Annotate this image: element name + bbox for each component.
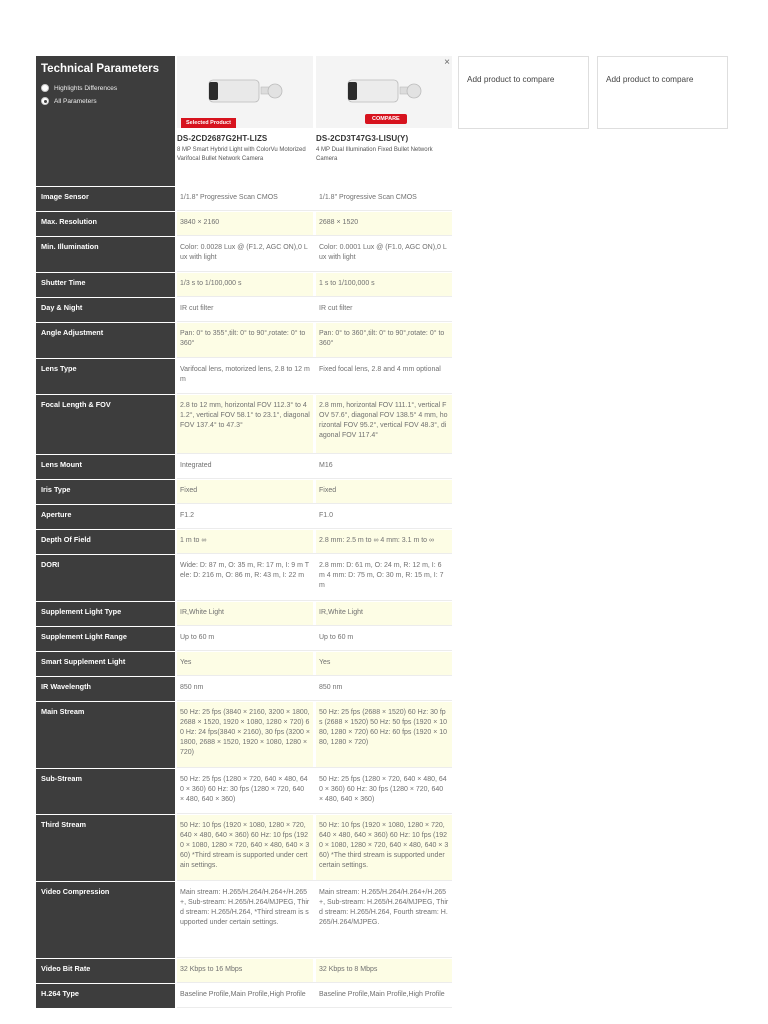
compare-header [36, 56, 732, 186]
spec-value-product-1: 50 Hz: 10 fps (1920 × 1080, 1280 × 720, 640 × 480, 640 × 360) 60 Hz: 10 fps (1920 × 1080, 1280 × 720, 640 × 480, 640 × 360) *Third stream is supported under certain settings. [177, 815, 313, 881]
spec-value-product-2: 50 Hz: 25 fps (2688 × 1520) 60 Hz: 30 fps (2688 × 1520) 50 Hz: 50 fps (1920 × 1080, 1280 × 720) 60 Hz: 60 fps (1920 × 1080, 1280 × 720) [316, 702, 452, 768]
spec-value-product-2: Fixed focal lens, 2.8 and 4 mm optional [316, 359, 452, 394]
spec-value-product-1: Integrated [177, 455, 313, 479]
compare-badge[interactable]: COMPARE [365, 114, 407, 124]
add-product-slot-2[interactable]: Add product to compare [597, 56, 728, 129]
spec-label: Iris Type [36, 480, 175, 504]
spec-value-product-1: 1/1.8" Progressive Scan CMOS [177, 187, 313, 211]
spec-label: Supplement Light Range [36, 627, 175, 651]
spec-row [36, 529, 732, 554]
spec-value-product-2: 2.8 mm, horizontal FOV 111.1°, vertical FOV 57.6°, diagonal FOV 138.5° 4 mm, horizontal FOV 95.2°, vertical FOV 48.3°, diagonal FOV 117.4° [316, 395, 452, 454]
spec-label: Max. Resolution [36, 212, 175, 236]
spec-value-product-1: IR,White Light [177, 602, 313, 626]
spec-value-product-2: IR cut filter [316, 298, 452, 322]
spec-value-product-2: Main stream: H.265/H.264/H.264+/H.265+, Sub-stream: H.265/H.264/MJPEG, Third stream: H.265/H.264, Fourth stream: H.265/H.264/MJPEG. [316, 882, 452, 958]
spec-value-product-1: Up to 60 m [177, 627, 313, 651]
product-image [177, 56, 313, 128]
spec-label: Video Bit Rate [36, 959, 175, 983]
spec-label: Image Sensor [36, 187, 175, 211]
spec-value-product-2: Baseline Profile,Main Profile,High Profile [316, 984, 452, 1008]
spec-row [36, 881, 732, 958]
spec-value-product-1: Pan: 0° to 355°,tilt: 0° to 90°,rotate: 0° to 360° [177, 323, 313, 358]
spec-value-product-1: 50 Hz: 25 fps (3840 × 2160, 3200 × 1800, 2688 × 1520, 1920 × 1080, 1280 × 720) 60 Hz: 24 fps(3840 × 2160), 30 fps (3200 × 1800, 2688 × 1520, 1920 × 1080, 1280 × 720) [177, 702, 313, 768]
spec-label: Supplement Light Type [36, 602, 175, 626]
product-model[interactable]: DS-2CD3T47G3-LISU(Y) [316, 134, 409, 143]
spec-value-product-1: Main stream: H.265/H.264/H.264+/H.265+, Sub-stream: H.265/H.264/MJPEG, Third stream: H.265/H.264, *Third stream is supported under certain settings. [177, 882, 313, 958]
product-name: 8 MP Smart Hybrid Light with ColorVu Motorized Varifocal Bullet Network Camera [177, 147, 306, 162]
spec-row [36, 676, 732, 701]
spec-value-product-1: Baseline Profile,Main Profile,High Profile [177, 984, 313, 1008]
spec-label: Lens Mount [36, 455, 175, 479]
bullet-camera-icon [207, 78, 283, 106]
product-model[interactable]: DS-2CD2687G2HT-LIZS [177, 134, 268, 143]
spec-value-product-2: 2.8 mm: D: 61 m, O: 24 m, R: 12 m, I: 6 m 4 mm: D: 75 m, O: 30 m, R: 15 m, I: 7 m [316, 555, 452, 601]
spec-label: Third Stream [36, 815, 175, 881]
spec-value-product-1: Wide: D: 87 m, O: 35 m, R: 17 m, I: 9 m Tele: D: 216 m, O: 86 m, R: 43 m, I: 22 m [177, 555, 313, 601]
spec-label: Smart Supplement Light [36, 652, 175, 676]
spec-label: Sub-Stream [36, 769, 175, 814]
product-card-2 [316, 56, 452, 186]
spec-label: H.264 Type [36, 984, 175, 1008]
spec-value-product-2: F1.0 [316, 505, 452, 529]
spec-label: Min. Illumination [36, 237, 175, 272]
spec-row [36, 236, 732, 272]
spec-row [36, 358, 732, 394]
spec-value-product-2: Pan: 0° to 360°,tilt: 0° to 90°,rotate: 0° to 360° [316, 323, 452, 358]
spec-value-product-1: 32 Kbps to 16 Mbps [177, 959, 313, 983]
spec-value-product-2: 50 Hz: 10 fps (1920 × 1080, 1280 × 720, 640 × 480, 640 × 360) 60 Hz: 10 fps (1920 × 1080, 1280 × 720, 640 × 480, 640 × 360) *The third stream is supported under certain settings. [316, 815, 452, 881]
option-all-parameters[interactable] [41, 97, 170, 105]
spec-value-product-1: 2.8 to 12 mm, horizontal FOV 112.3° to 41.2°, vertical FOV 58.1° to 23.1°, diagonal FOV 137.4° to 47.3° [177, 395, 313, 454]
spec-value-product-1: Yes [177, 652, 313, 676]
spec-label: Angle Adjustment [36, 323, 175, 358]
spec-value-product-1: 1 m to ∞ [177, 530, 313, 554]
spec-value-product-1: 50 Hz: 25 fps (1280 × 720, 640 × 480, 640 × 360) 60 Hz: 30 fps (1280 × 720, 640 × 480, 640 × 360) [177, 769, 313, 814]
spec-row [36, 479, 732, 504]
spec-value-product-2: 1/1.8" Progressive Scan CMOS [316, 187, 452, 211]
spec-row [36, 701, 732, 768]
spec-row [36, 983, 732, 1008]
radio-selected-icon[interactable] [41, 97, 49, 105]
spec-value-product-1: 850 nm [177, 677, 313, 701]
spec-value-product-2: Yes [316, 652, 452, 676]
spec-value-product-1: Color: 0.0028 Lux @ (F1.2, AGC ON),0 Lux with light [177, 237, 313, 272]
spec-label: Depth Of Field [36, 530, 175, 554]
spec-value-product-1: Fixed [177, 480, 313, 504]
option-highlights-differences[interactable] [41, 84, 170, 92]
spec-value-product-2: 2688 × 1520 [316, 212, 452, 236]
option-label: All Parameters [54, 97, 97, 105]
spec-value-product-2: 1 s to 1/100,000 s [316, 273, 452, 297]
add-product-slot-1[interactable]: Add product to compare [458, 56, 589, 129]
radio-icon[interactable] [41, 84, 49, 92]
spec-label: Day & Night [36, 298, 175, 322]
spec-value-product-1: 3840 × 2160 [177, 212, 313, 236]
spec-label: IR Wavelength [36, 677, 175, 701]
spec-row [36, 601, 732, 626]
spec-label: Lens Type [36, 359, 175, 394]
spec-value-product-2: 850 nm [316, 677, 452, 701]
spec-row [36, 958, 732, 983]
spec-value-product-1: F1.2 [177, 505, 313, 529]
spec-row [36, 272, 732, 297]
spec-row [36, 322, 732, 358]
spec-value-product-2: 32 Kbps to 8 Mbps [316, 959, 452, 983]
spec-row [36, 626, 732, 651]
spec-row [36, 768, 732, 814]
spec-value-product-1: 1/3 s to 1/100,000 s [177, 273, 313, 297]
spec-value-product-2: M16 [316, 455, 452, 479]
product-name: 4 MP Dual Illumination Fixed Bullet Network Camera [316, 147, 433, 162]
spec-label: DORI [36, 555, 175, 601]
spec-label: Aperture [36, 505, 175, 529]
spec-label: Shutter Time [36, 273, 175, 297]
spec-value-product-2: IR,White Light [316, 602, 452, 626]
option-label: Highlights Differences [54, 84, 118, 92]
spec-row [36, 211, 732, 236]
spec-row [36, 651, 732, 676]
row-divider [177, 1007, 452, 1008]
spec-label: Video Compression [36, 882, 175, 958]
spec-row [36, 814, 732, 881]
product-image [316, 56, 452, 128]
parameters-panel [36, 56, 175, 186]
spec-row [36, 394, 732, 454]
spec-row [36, 297, 732, 322]
spec-label: Focal Length & FOV [36, 395, 175, 454]
spec-value-product-2: Up to 60 m [316, 627, 452, 651]
product-card-1 [177, 56, 313, 186]
spec-row [36, 554, 732, 601]
selected-product-badge: Selected Product [181, 118, 236, 128]
spec-row [36, 186, 732, 211]
parameter-rows [36, 186, 732, 1008]
close-icon[interactable]: × [444, 57, 450, 68]
spec-value-product-2: 50 Hz: 25 fps (1280 × 720, 640 × 480, 640 × 360) 60 Hz: 30 fps (1280 × 720, 640 × 480, 640 × 360) [316, 769, 452, 814]
panel-title: Technical Parameters [41, 63, 160, 75]
spec-value-product-2: 2.8 mm: 2.5 m to ∞ 4 mm: 3.1 m to ∞ [316, 530, 452, 554]
spec-value-product-1: IR cut filter [177, 298, 313, 322]
spec-row [36, 454, 732, 479]
spec-value-product-2: Fixed [316, 480, 452, 504]
compare-table [36, 56, 732, 998]
spec-value-product-1: Varifocal lens, motorized lens, 2.8 to 12 mm [177, 359, 313, 394]
spec-row [36, 504, 732, 529]
bullet-camera-icon [346, 78, 422, 106]
spec-value-product-2: Color: 0.0001 Lux @ (F1.0, AGC ON),0 Lux with light [316, 237, 452, 272]
spec-label: Main Stream [36, 702, 175, 768]
